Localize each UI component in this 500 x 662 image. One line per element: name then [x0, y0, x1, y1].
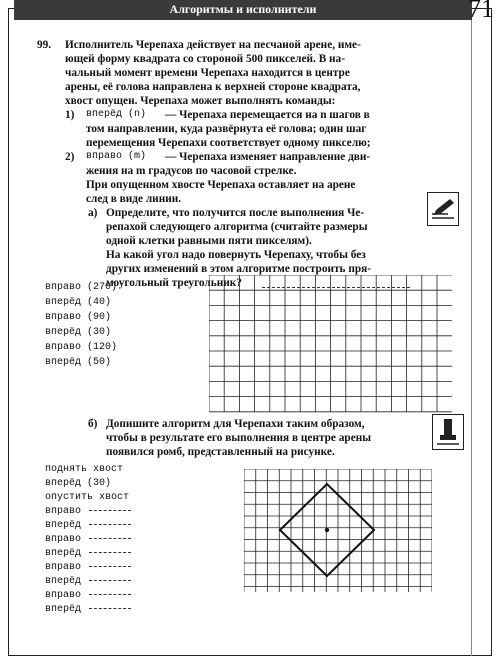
code-a-line: вперёд (30) — [45, 327, 112, 338]
code-b-blank-line[interactable]: вперёд — [45, 603, 131, 617]
grid-a[interactable] — [209, 275, 467, 413]
command-2-line: жения на m градусов по часовой стрелке. — [86, 165, 297, 177]
page-header — [14, 0, 472, 20]
code-b-blank-line[interactable]: вправо — [45, 589, 131, 603]
code-a-line: вправо (270) — [45, 282, 118, 293]
arena-center-dot — [325, 528, 329, 532]
problem-line: хвост опущен. Черепаха может выполнять команды: — [65, 95, 336, 107]
part-b-label: б) — [88, 418, 98, 430]
part-b-line: появился ромб, представленный на рисунке. — [106, 446, 335, 458]
code-b-blank-line[interactable]: вправо — [45, 505, 131, 519]
command-1-number: 1) — [65, 109, 75, 121]
command-1-code: вперёд (n) — [86, 109, 147, 120]
code-b-blank-line[interactable]: вперёд — [45, 547, 131, 561]
code-a-line: вправо (90) — [45, 312, 112, 323]
code-b-line: вперёд (30) — [45, 478, 112, 489]
problem-line: чальный момент времени Черепаха находится в центре — [65, 67, 350, 79]
part-a-line: репахой следующего алгоритма (считайте размеры — [106, 221, 368, 233]
problem-line: ющей форму квадрата со стороной 500 пикселей. В на- — [65, 53, 345, 65]
part-b-line: чтобы в результате его выполнения в центре арены — [106, 432, 372, 444]
command-2-number: 2) — [65, 151, 75, 163]
note-line: след в виде линии. — [86, 193, 182, 205]
code-a-line: вперёд (40) — [45, 297, 112, 308]
code-a-line: вправо (120) — [45, 342, 118, 353]
code-b-line: опустить хвост — [45, 492, 130, 503]
code-a-line: вперёд (50) — [45, 357, 112, 368]
stamp-icon — [432, 414, 464, 450]
command-1-line: перемещения Черепахи соответствует одному пикселю; — [86, 137, 371, 149]
part-a-line: одной клетки равными пяти пикселям). — [106, 235, 312, 247]
problem-number: 99. — [37, 39, 52, 51]
part-a-line: моугольный треугольник? — [106, 277, 242, 289]
part-a-label: а) — [88, 207, 98, 219]
pencil-writing-icon — [427, 192, 459, 226]
code-b-blank-line[interactable]: вправо — [45, 561, 131, 575]
page-rule — [471, 20, 472, 656]
problem-line: арены, её голова направлена к верхней стороне квадрата, — [65, 81, 361, 93]
command-1-line: том направлении, куда развёрнута её голова; один шаг — [86, 123, 367, 135]
page-number: 71 — [468, 0, 494, 23]
note-line: При опущенном хвосте Черепаха оставляет на арене — [86, 179, 356, 191]
code-b-blank-line[interactable]: вперёд — [45, 575, 131, 589]
grid-b — [244, 469, 432, 593]
part-a-line: На какой угол надо повернуть Черепаху, чтобы без — [106, 249, 366, 261]
problem-line: Исполнитель Черепаха действует на песчаной арене, име- — [65, 39, 361, 51]
code-b-blank-line[interactable]: вперёд — [45, 519, 131, 533]
code-b-line: поднять хвост — [45, 464, 124, 475]
code-b-blank-line[interactable]: вправо — [45, 533, 131, 547]
part-a-line: Определите, что получится после выполнения Че- — [106, 207, 365, 219]
command-2-line: — Черепаха изменяет направление дви- — [165, 151, 371, 163]
command-1-line: — Черепаха перемещается на n шагов в — [165, 109, 370, 121]
command-2-code: вправо (m) — [86, 151, 147, 162]
part-b-line: Допишите алгоритм для Черепахи таким образом, — [106, 418, 365, 430]
part-a-line: других изменений в этом алгоритме построить пря- — [106, 263, 372, 275]
header-title: Алгоритмы и исполнители — [169, 2, 317, 16]
